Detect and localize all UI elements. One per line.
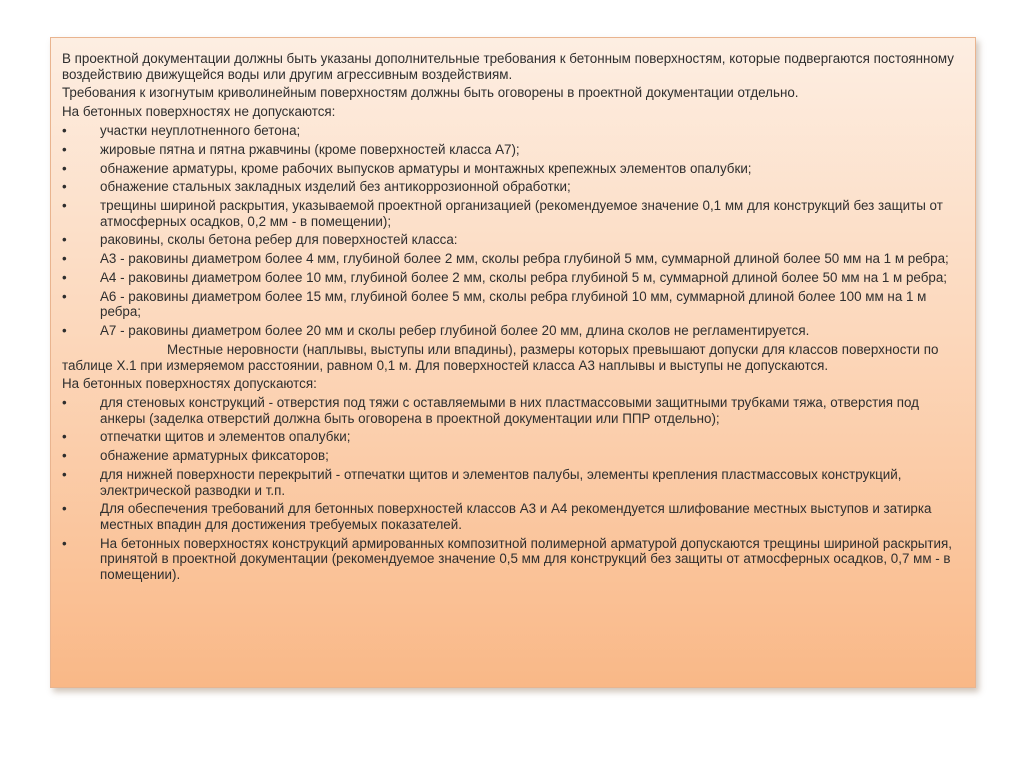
bullet-icon: • bbox=[62, 141, 67, 157]
bullet-icon: • bbox=[62, 251, 67, 267]
bullet-icon: • bbox=[62, 448, 67, 464]
list-item: • жировые пятна и пятна ржавчины (кроме поверхностей класса А7); bbox=[62, 141, 520, 157]
bullet-icon: • bbox=[62, 467, 67, 483]
text-panel bbox=[50, 37, 976, 688]
list-item: • А7 - раковины диаметром более 20 мм и сколы ребер глубиной более 20 мм, длина сколов не регламентируется. bbox=[62, 323, 810, 339]
paragraph-allowed-heading: На бетонных поверхностях допускаются: bbox=[62, 376, 317, 392]
bullet-icon: • bbox=[62, 535, 67, 551]
list-item: • трещины шириной раскрытия, указываемой проектной организацией (рекомендуемое значение 0,1 мм для конструкций без защиты от атмосферных осадков, 0,2 мм - в помещении); bbox=[62, 198, 943, 229]
list-item: • А3 - раковины диаметром более 4 мм, глубиной более 2 мм, сколы ребра глубиной 5 мм, суммарной длиной более 50 мм на 1 м ребра; bbox=[62, 251, 949, 267]
bullet-icon: • bbox=[62, 323, 67, 339]
list-item: • А4 - раковины диаметром более 10 мм, глубиной более 2 мм, сколы ребра глубиной 5 м, суммарной длиной более 50 мм на 1 м ребра; bbox=[62, 270, 948, 285]
bullet-icon: • bbox=[62, 395, 67, 411]
paragraph-local-irregularities: Местные неровности (наплывы, выступы или впадины), размеры которых превышают допуски для классов поверхности по таблице Х.1 при измеряемом расстоянии, равном 0,1 м. Для поверхностей класса А3 наплывы и выступы не допускаются. bbox=[62, 341, 939, 373]
list-item: • для стеновых конструкций - отверстия под тяжи с оставляемыми в них пластмассовыми защитными трубками тяжа, отверстия под анкеры (заделка отверстий должна быть оговорена в проектной документации или ППР отдельно); bbox=[62, 395, 919, 426]
bullet-icon: • bbox=[62, 270, 67, 285]
bullet-icon: • bbox=[62, 122, 67, 138]
bullet-icon: • bbox=[62, 429, 67, 445]
bullet-icon: • bbox=[62, 179, 67, 195]
paragraph-intro: В проектной документации должны быть указаны дополнительные требования к бетонным поверхностям, которые подвергаются постоянному воздействию движущейся воды или другим агрессивным воздействиям. bbox=[62, 51, 954, 82]
list-item: • А6 - раковины диаметром более 15 мм, глубиной более 5 мм, сколы ребра глубиной 10 мм, суммарной длиной более 100 мм на 1 м ребра; bbox=[62, 288, 927, 320]
list-item: • для нижней поверхности перекрытий - отпечатки щитов и элементов палубы, элементы крепления пластмассовых конструкций, электрической разводки и т.п. bbox=[62, 467, 902, 498]
list-item: • отпечатки щитов и элементов опалубки; bbox=[62, 429, 351, 445]
list-item: • участки неуплотненного бетона; bbox=[62, 122, 301, 138]
bullet-icon: • bbox=[62, 288, 67, 304]
paragraph-not-allowed-heading: На бетонных поверхностях не допускаются: bbox=[62, 104, 336, 120]
bullet-icon: • bbox=[62, 198, 67, 214]
list-item: • На бетонных поверхностях конструкций армированных композитной полимерной арматурой допускаются трещины шириной раскрытия, принятой в проектной документации (рекомендуемое значение 0,5 мм для конструкций без защиты от атмосферных осадков, 0,7 мм - в помещении). bbox=[62, 535, 952, 582]
list-item: • обнажение стальных закладных изделий без антикоррозионной обработки; bbox=[62, 179, 571, 195]
paragraph-curved-surfaces: Требования к изогнутым криволинейным поверхностям должны быть оговорены в проектной документации отдельно. bbox=[62, 85, 799, 101]
allowed-list bbox=[62, 395, 963, 582]
list-item: • обнажение арматуры, кроме рабочих выпусков арматуры и монтажных крепежных элементов опалубки; bbox=[62, 160, 752, 176]
bullet-icon: • bbox=[62, 160, 67, 176]
bullet-icon: • bbox=[62, 501, 67, 517]
not-allowed-list bbox=[62, 123, 963, 339]
bullet-icon: • bbox=[62, 232, 67, 248]
list-item: • Для обеспечения требований для бетонных поверхностей классов А3 и А4 рекомендуется шлифование местных выступов и затирка местных впадин для достижения требуемых показателей. bbox=[62, 501, 932, 532]
list-item: • раковины, сколы бетона ребер для поверхностей класса: bbox=[62, 232, 458, 248]
list-item: • обнажение арматурных фиксаторов; bbox=[62, 448, 329, 464]
